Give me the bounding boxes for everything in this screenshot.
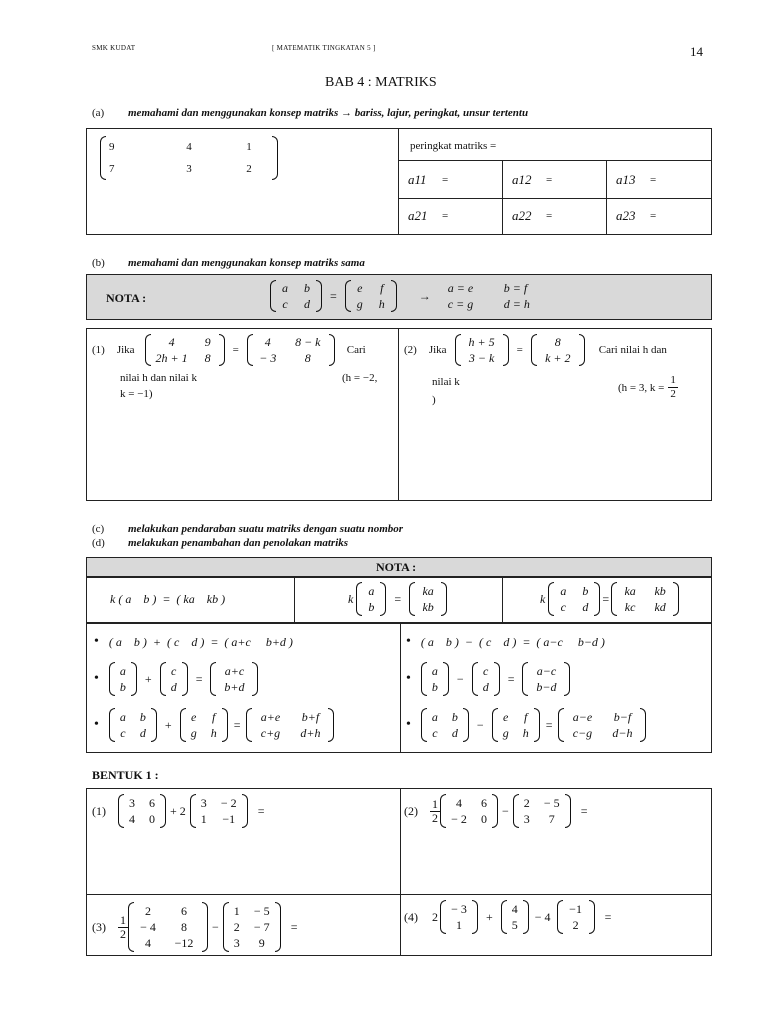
sub-2x2-matrix: • a b c d − e f g h = a−e b−f c−g d−h xyxy=(406,708,646,742)
element-a21: a21 xyxy=(408,208,428,223)
eq-sign: = xyxy=(546,174,553,186)
school-name: SMK KUDAT xyxy=(92,44,136,52)
add-column-vector: • a b + c d = a+c b+d xyxy=(94,662,258,696)
section-b-label: (b) xyxy=(92,257,105,269)
nota-cd-label: NOTA : xyxy=(376,560,417,574)
section-a-label: (a) xyxy=(92,107,105,119)
page-number: 14 xyxy=(690,44,703,59)
b-q2-close: ) xyxy=(432,394,436,406)
element-a12: a12 xyxy=(512,172,532,187)
add-row-vector: • ( a b ) + ( c d ) = ( a+c b+d ) xyxy=(94,634,293,649)
scalar-2x2-matrix: k a b c d = ka kb kc kd xyxy=(540,582,679,616)
b-q1-answer-a: (h = −2, xyxy=(342,372,378,384)
section-b-heading: memahami dan menggunakan konsep matriks sama xyxy=(128,257,365,269)
bentuk-title: BENTUK 1 : xyxy=(92,768,159,782)
sub-column-vector: • a b − c d = a−c b−d xyxy=(406,662,570,696)
section-c-label: (c) xyxy=(92,523,105,535)
b-question-1: (1) Jika 4 9 2h + 1 8 = 4 8 − k − 3 8 Cari xyxy=(92,335,366,365)
bentuk-q1: (1) 3 6 4 0 + 2 3 − 2 1 −1 = xyxy=(92,796,265,826)
b-question-2: (2) Jika h + 5 3 − k = 8 k + 2 Cari nilai h dan xyxy=(404,335,667,365)
nota-b-equation: a b c d = e f g h → a = e b = f c = g d = h xyxy=(270,280,557,312)
bentuk-q4: (4) 2 − 3 1 + 4 5 − 4 −1 2 = xyxy=(404,902,612,932)
scalar-column-vector: k a b = ka kb xyxy=(348,582,447,616)
peringkat-label: peringkat matriks = xyxy=(410,140,497,152)
element-a23: a23 xyxy=(616,208,636,223)
sub-row-vector: • ( a b ) − ( c d ) = ( a−c b−d ) xyxy=(406,634,605,649)
nota-b-label: NOTA : xyxy=(106,291,147,305)
eq-sign: = xyxy=(442,210,449,222)
subject-name: [ MATEMATIK TINGKATAN 5 ] xyxy=(272,44,376,52)
bentuk-q2: (2) $\frac{1}{2}$ 4 6 − 2 0 − 2 − 5 3 7 = xyxy=(404,796,588,826)
eq-sign: = xyxy=(650,174,657,186)
add-2x2-matrix: • a b c d + e f g h = a+e b+f c+g d+h xyxy=(94,708,334,742)
b-q1-line2: nilai h dan nilai k xyxy=(120,372,197,384)
scalar-row-vector: k ( a b ) = ( ka kb ) xyxy=(110,592,226,606)
bentuk-q3: (3) $\frac{1}{2}$ 2 6 − 4 8 4 −12 − 1 − 5 2 − 7 3 9 = xyxy=(92,904,298,950)
b-q2-answer: (h = 3, k = $\frac{1}{2}$ xyxy=(618,374,676,400)
section-d-label: (d) xyxy=(92,537,105,549)
b-q1-answer-b: k = −1) xyxy=(120,388,153,400)
section-c-heading: melakukan pendaraban suatu matriks dengan suatu nombor xyxy=(128,523,404,535)
element-a11: a11 xyxy=(408,172,427,187)
eq-sign: = xyxy=(442,174,449,186)
eq-sign: = xyxy=(546,210,553,222)
page-title: BAB 4 : MATRIKS xyxy=(325,75,437,90)
eq-sign: = xyxy=(650,210,657,222)
section-d-heading: melakukan penambahan dan penolakan matriks xyxy=(128,537,349,549)
section-a-heading: memahami dan menggunakan konsep matriks → bariss, lajur, peringkat, unsur tertentu xyxy=(128,107,529,119)
section-a-matrix: 9 4 1 7 3 2 xyxy=(100,136,278,180)
element-a13: a13 xyxy=(616,172,636,187)
element-a22: a22 xyxy=(512,208,532,223)
b-q2-line2: nilai k xyxy=(432,376,460,388)
